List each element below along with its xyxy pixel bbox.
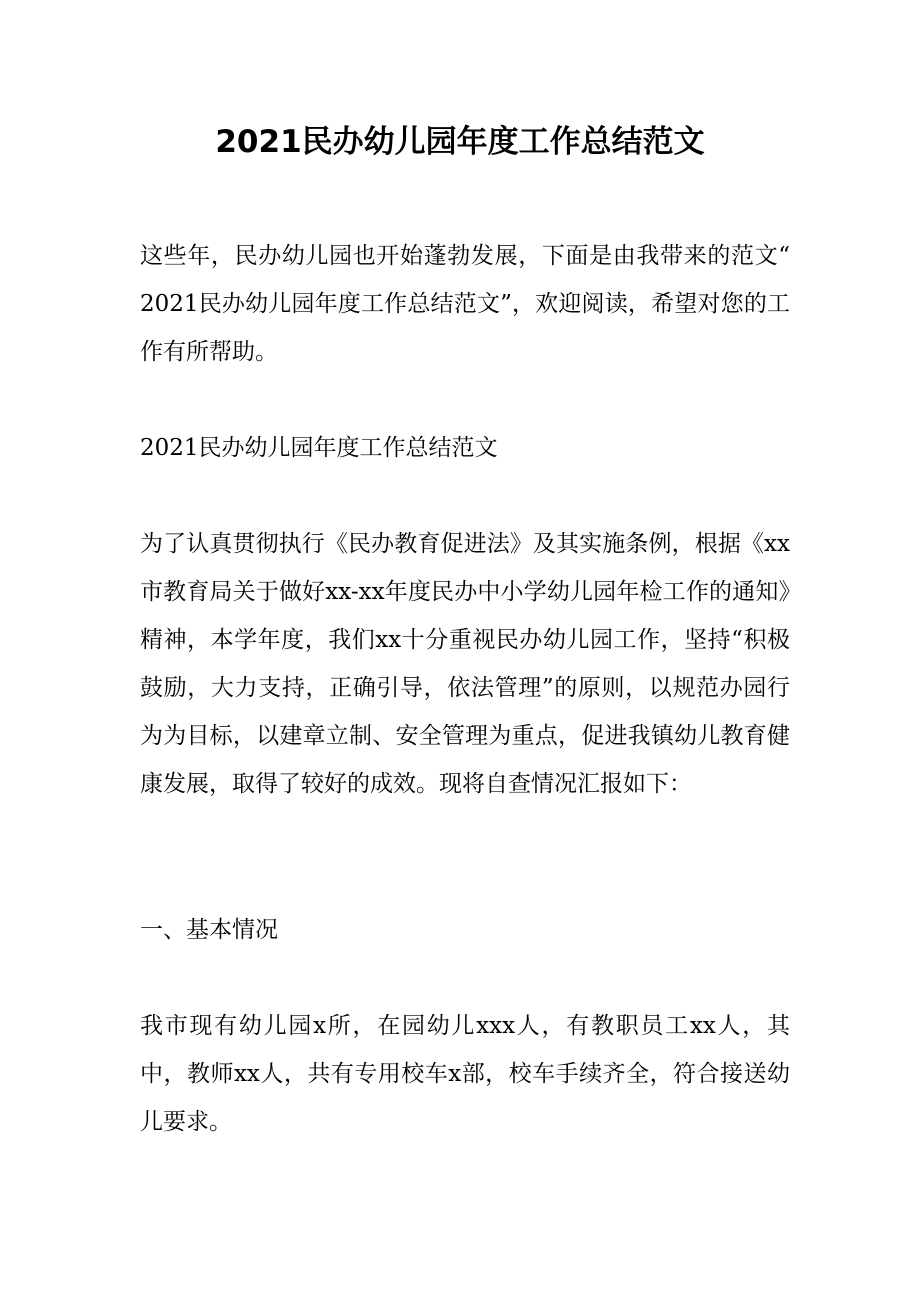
document-subtitle: 2021民办幼儿园年度工作总结范文 — [140, 435, 498, 461]
intro-paragraph: 这些年，民办幼儿园也开始蓬勃发展，下面是由我带来的范文“ 2021民办幼儿园年度工作总结范文”，欢迎阅读，希望对您的工作有所帮助。 — [140, 243, 790, 365]
document-title: 2021民办幼儿园年度工作总结范文 — [215, 124, 705, 160]
body-paragraph-1: 为了认真贯彻执行《民办教育促进法》及其实施条例，根据《xx市教育局关于做好xx-xx年度民办中小学幼儿园年检工作的通知》精神，本学年度，我们xx十分重视民办幼儿园工作，坚持“积极鼓励，大力支持，正确引导，依法管理”的原则，以规范办园行为为目标，以建章立制、安全管理为重点，促进我镇幼儿教育健康发展，取得了较好的成效。现将自查情况汇报如下： — [140, 531, 790, 797]
section-heading-basic-situation: 一、基本情况 — [140, 917, 278, 943]
body-paragraph-2: 我市现有幼儿园x所，在园幼儿xxx人，有教职员工xx人，其中，教师xx人，共有专用校车x部，校车手续齐全，符合接送幼儿要求。 — [140, 1013, 790, 1135]
